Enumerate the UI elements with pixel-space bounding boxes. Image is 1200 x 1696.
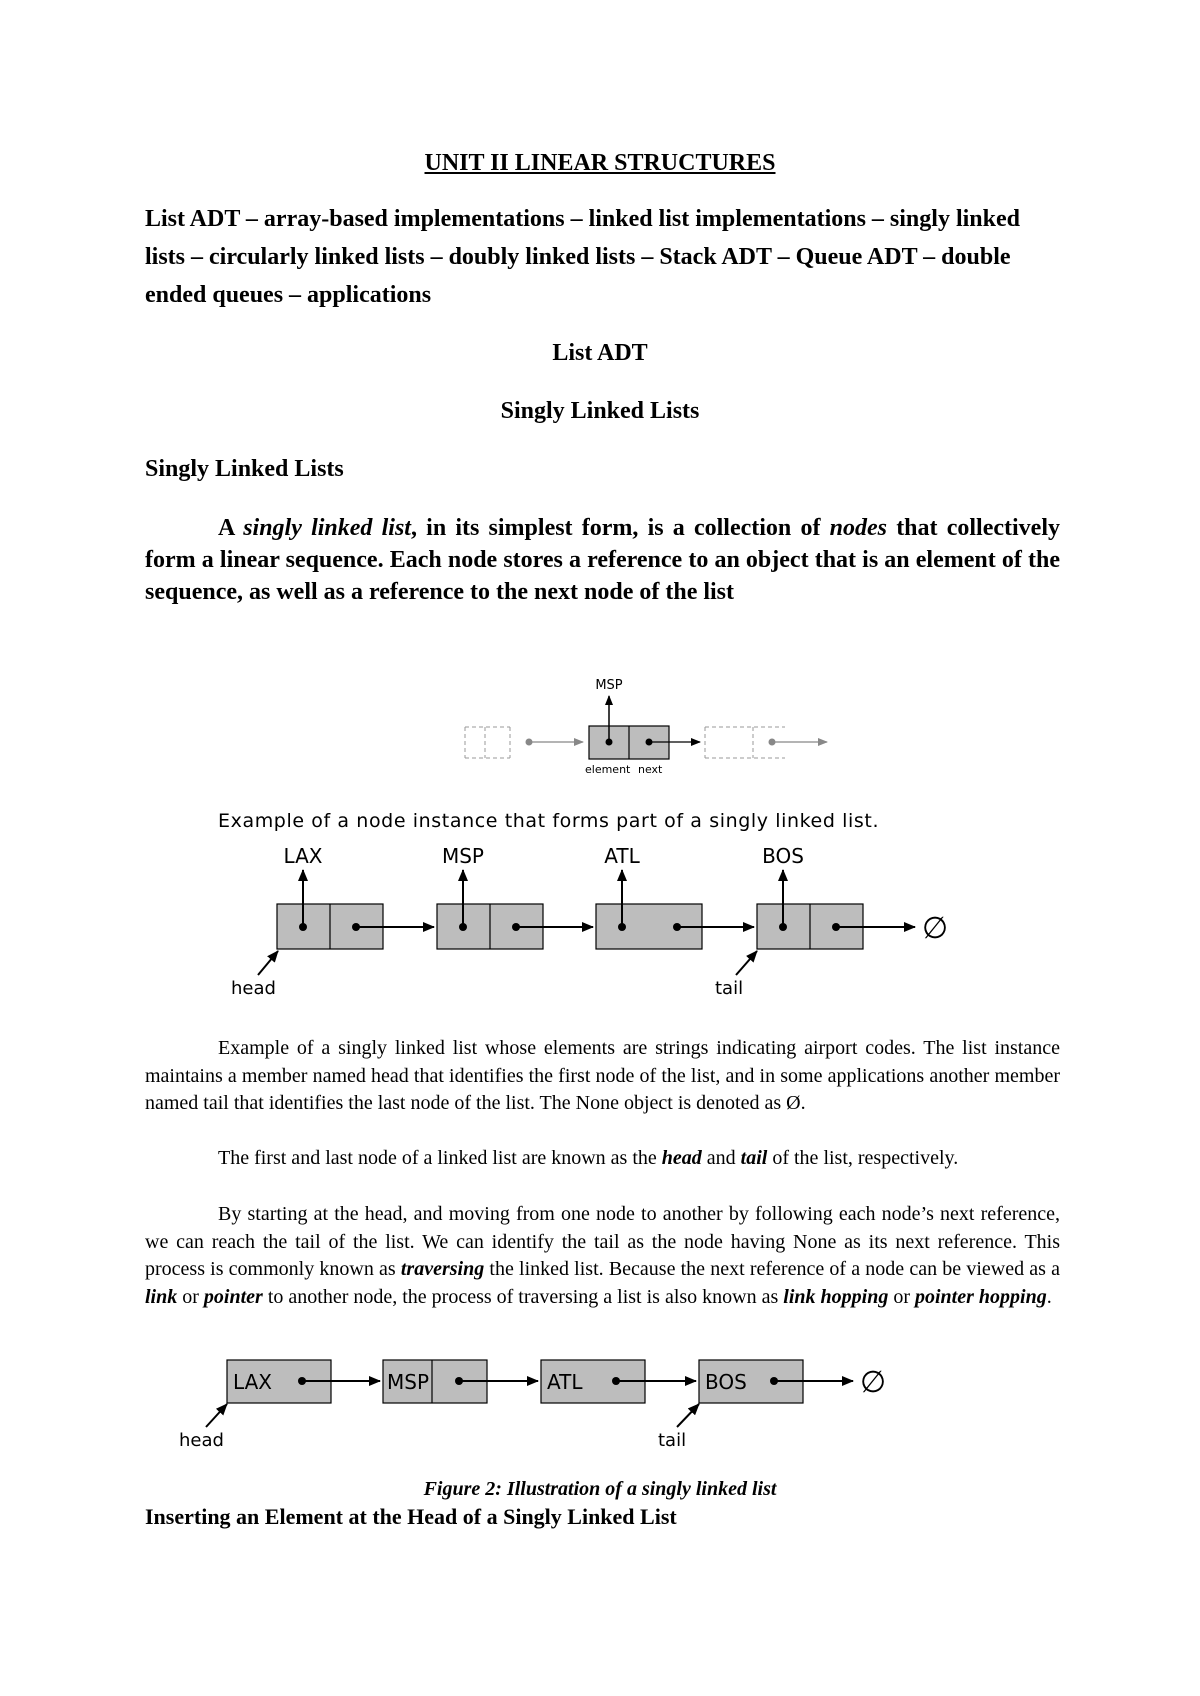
tail-label: tail	[715, 978, 744, 999]
traverse-text-pre: By starting at the head, and moving from one node to another by following each node’s next reference, we can reach the tail of the list. We can identify the tail as the node having None as its next reference. This process is commonly known as	[145, 1203, 1060, 1280]
node-lax-label: LAX	[283, 844, 323, 868]
node-figure	[455, 672, 855, 780]
definition-text-post: that collectively form a linear sequence. Each node stores a reference to an object that is an element of the sequence, as well as a reference to the next node of the list	[145, 515, 1060, 605]
paragraph-traversing	[145, 1201, 1060, 1311]
dashed-prev-node	[465, 727, 510, 758]
definition-text-mid: , in its simplest form, is a collection of	[410, 515, 830, 541]
headtail-text-pre: The first and last node of a linked list are known as the	[218, 1147, 662, 1169]
unit-title: UNIT II LINEAR STRUCTURES	[424, 150, 776, 176]
definition-text-pre: A	[218, 515, 244, 541]
traverse-text-or2: or	[888, 1285, 915, 1308]
fig2-head-label: head	[179, 1430, 224, 1451]
term-head: head	[661, 1147, 702, 1169]
null-symbol: ∅	[922, 911, 949, 946]
node-lax	[277, 870, 434, 949]
fig2-head-arrow	[206, 1404, 227, 1427]
node-msp-label: MSP	[441, 844, 485, 868]
figure2-caption: Figure 2: Illustration of a singly linked list	[423, 1478, 777, 1500]
paragraph-head-tail	[145, 1145, 1060, 1173]
term-link-hopping: link hopping	[783, 1285, 889, 1308]
term-nodes: nodes	[829, 515, 887, 541]
term-tail: tail	[740, 1147, 768, 1169]
term-pointer: pointer	[203, 1285, 263, 1308]
term-link: link	[145, 1285, 178, 1308]
label-next: next	[638, 763, 663, 776]
traverse-text-mid2: to another node, the process of traversing a list is also known as	[262, 1285, 784, 1308]
node-msp	[437, 870, 593, 949]
fig2-node-atl-label: ATL	[547, 1370, 583, 1394]
node-bos	[757, 870, 915, 949]
syllabus-topics: List ADT – array-based implementations – linked list implementations – singly linked lists – circularly linked lists – doubly linked lists – Stack ADT – Queue ADT – double ended queues – applications	[145, 206, 1020, 308]
traverse-text-mid1: the linked list. Because the next reference of a node can be viewed as a	[484, 1258, 1060, 1280]
term-traversing: traversing	[400, 1258, 485, 1280]
heading-insert-at-head: Inserting an Element at the Head of a Singly Linked List	[145, 1504, 677, 1529]
node-bos-label: BOS	[762, 844, 804, 868]
head-label: head	[231, 978, 276, 999]
headtail-text-and: and	[701, 1147, 741, 1169]
headtail-text-post: of the list, respectively.	[767, 1147, 959, 1169]
fig2-tail-label: tail	[658, 1430, 687, 1451]
linked-list-figure	[225, 842, 985, 1002]
node-atl	[596, 870, 754, 949]
traverse-text-or1: or	[177, 1285, 204, 1308]
tail-arrow	[736, 951, 757, 975]
node-element-label: MSP	[595, 678, 623, 693]
fig2-null-symbol: ∅	[860, 1365, 887, 1400]
term-pointer-hopping: pointer hopping	[915, 1285, 1047, 1308]
head-arrow	[258, 951, 278, 975]
heading-singly-linked-lists: Singly Linked Lists	[145, 456, 344, 482]
fig2-node-lax-label: LAX	[233, 1370, 272, 1394]
term-singly-linked-list: singly linked list	[243, 515, 411, 541]
definition-paragraph	[145, 512, 1060, 608]
fig2-node-bos-label: BOS	[705, 1370, 747, 1394]
traverse-text-end: .	[1046, 1285, 1052, 1308]
fig2-tail-arrow	[677, 1404, 699, 1427]
label-element: element	[585, 763, 631, 776]
fig2-node-msp-label: MSP	[387, 1370, 430, 1394]
paragraph-airport-example: Example of a singly linked list whose elements are strings indicating airport codes. The list instance maintains a member named head that identifies the first node of the list, and in some applications another member named tail that identifies the last node of the list. The None object is denoted as Ø.	[145, 1037, 1060, 1114]
caption-node-instance: Example of a node instance that forms part of a singly linked list.	[218, 810, 880, 832]
heading-singly-linked-lists-center: Singly Linked Lists	[500, 398, 700, 424]
node-atl-label: ATL	[604, 844, 640, 868]
figure2-linked-list	[170, 1352, 910, 1462]
heading-list-adt: List ADT	[552, 340, 648, 366]
